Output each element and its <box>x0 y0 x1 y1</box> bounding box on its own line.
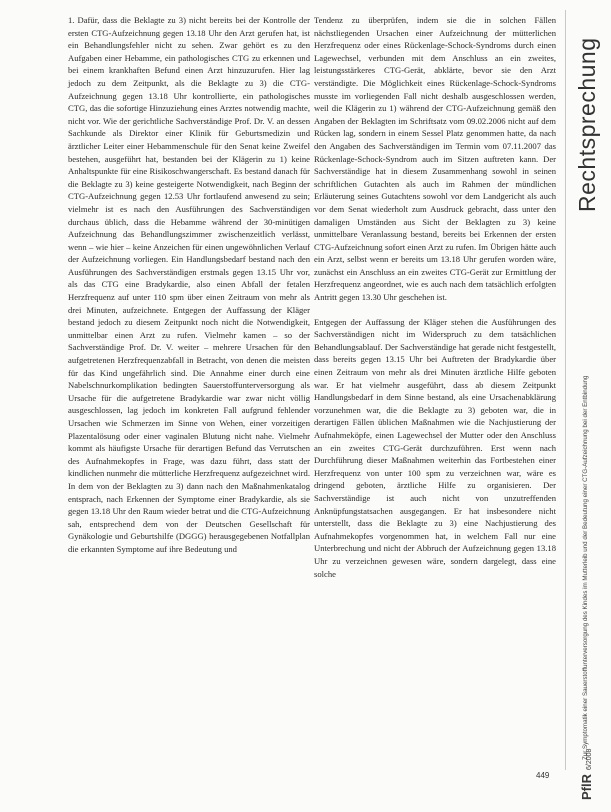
left-column <box>68 14 310 556</box>
paragraph: Entgegen der Auffassung der Kläger stehen die Ausführungen des Sachverständigen nicht im Widerspruch zu dem tatsächlichen Behandlungsablauf. Der Sachverständige hat gerade nicht festgestellt, dass bereits gegen 13.15 Uhr bei Auftreten der Bradykardie über einen Zeitraum von mehr als drei Minuten ärztliche Hilfe geboten war. Er hat vielmehr ausgeführt, dass ab diesem Zeitpunkt Handlungsbedarf in dem Sinne bestand, als eine Ursachenabklärung vorzunehmen war, die die Beklagte zu 3) geboten war, die in derartigen Fällen üblichen Maßnahmen wie die Nachjustierung der Aufnahmeköpfe, einen Lagewechsel der Mutter oder den Anschluss an ein zweites CTG-Gerät durchzuführen. Erst wenn nach Durchführung dieser Maßnahmen weiterhin das Fortbestehen einer Herzfrequenz von unter 100 spm zu verzeichnen war, wäre es dringend geboten, ärztliche Hilfe zu organisieren. Der Sachverständige ist auch nicht von unzutreffenden Anknüpfungstatsachen ausgegangen. Er hat insbesondere nicht unterstellt, dass die Beklagte zu 3) eine Nachjustierung des Aufnahmekopfes vorgenommen hat, in welchem Fall nur eine Unterbrechung und nicht der Abbruch der Aufzeichnung gegen 13.18 Uhr zu verzeichnen gewesen wäre, sondern dargelegt, dass eine solche <box>314 316 556 579</box>
issue-label: 6/2008 <box>586 748 593 770</box>
paragraph: Tendenz zu überprüfen, indem sie die in solchen Fällen nächstliegenden Ursachen einer Aufzeichnung der mütterlichen Herzfrequenz oder eines Rückenlage-Schock-Syndroms durch einen Lagewechsel, verbunden mit dem Anschluss an ein zweites, leistungsstärkeres CTG-Gerät, abklärte, bevor sie den Arzt verständigte. Die Möglichkeit eines Rückenlage-Schock-Syndroms musste im vorliegenden Fall nicht deshalb ausgeschlossen werden, weil die Klägerin zu 1) während der CTG-Aufzeichnung gemäß den Angaben der Beklagten im Schriftsatz vom 09.02.2006 nicht auf dem Rücken lag, sondern in einem Sessel Platz genommen hatte, da nach den Angaben des Sachverständigen im Termin vom 07.11.2007 das Rückenlage-Schock-Syndrom auch im Sitzen auftreten kann. Der Sachverständige hat in diesem Zusammenhang sowohl in seinen schriftlichen Gutachten als auch im Rahmen der mündlichen Erläuterung seines Gutachtens sowohl vor dem Landgericht als auch vor dem Senat wiederholt zum Ausdruck gebracht, dass unter den damaligen Umständen aus Sicht der Beklagten zu 3) keine unmittelbare Veranlassung bestand, bereits bei Erkennen der ersten CTG-Aufzeichnung sofort einen Arzt zu rufen. Im Übrigen hätte auch ein Arzt, selbst wenn er bereits um 13.18 Uhr gerufen worden wäre, zunächst ein Anschluss an ein zweites CTG-Gerät zur Ermittlung der Herzfrequenz angeordnet, wie es auch nach dem tatsächlich erfolgten Antritt gegen 13.30 Uhr geschehen ist. <box>314 15 556 303</box>
page-number: 449 <box>536 771 550 780</box>
sidebar-running-text: Zur Symptomatik einer Sauerstoffunterversorgung des Kindes im Mutterleib und der Bedeutung einer CTG-Aufzeichnung bei der Entbindung <box>582 375 589 760</box>
brand-logo: PflR <box>579 774 594 800</box>
right-column <box>314 14 556 580</box>
section-title: Rechtsprechung <box>574 37 600 212</box>
journal-brand <box>579 749 594 800</box>
sidebar-divider <box>565 10 566 770</box>
paragraph: 1. Dafür, dass die Beklagte zu 3) nicht bereits bei der Kontrolle der ersten CTG-Aufzeichnung gegen 13.18 Uhr den Arzt gerufen hat, ist ein Behandlungsfehler nicht zu sehen. Zwar gehört es zu den Aufgaben einer Hebamme, ein pathologisches CTG zu erkennen und bei einem krankhaften Befund einen Arzt hinzuzurufen. Hier lag jedoch zu dem Zeitpunkt, als die Beklagte zu 3) die CTG-Aufzeichnung gegen 13.18 Uhr kontrollierte, ein pathologisches CTG, das die sofortige Hinzuziehung eines Arztes notwendig machte, nicht vor. Wie der gerichtliche Sachverständige Prof. Dr. V. an dessen Sachkunde als Direktor einer Klinik für Geburtsmedizin und ärztlicher Leiter einer Hebammenschule für den Senat keine Zweifel bestehen, ausgeführt hat, bestanden bei der Klägerin zu 1) keine Anhaltspunkte für eine Risikoschwangerschaft. Es bestand danach für die Beklagte zu 3) keine gesteigerte Notwendigkeit, nach Beginn der CTG-Aufzeichnung gegen 12.53 Uhr fortlaufend anwesend zu sein; vielmehr ist es nach den Ausführungen des Sachverständigen durchaus üblich, dass die Hebamme während der 30-minütigen Aufzeichnung das Behandlungszimmer zwischenzeitlich verlässt, wenn – wie hier – keine Anzeichen für einen ungewöhnlichen Verlauf der Aufzeichnung vorliegen. Ein Handlungsbedarf bestand nach den Ausführungen des Sachverständigen erstmals gegen 13.15 Uhr vor, als das CTG eine Bradykardie, also einen Abfall der fetalen Herzfrequenz auf unter 110 spm über einen Zeitraum von mehr als drei Minuten, aufzeichnete. Entgegen der Auffassung der Kläger bestand jedoch zu diesem Zeitpunkt noch nicht die Notwendigkeit, unmittelbar einen Arzt zu rufen. Vielmehr kamen – so der Sachverständige Prof. Dr. V. weiter – mehrere Ursachen für den aufgetretenen Herzfrequenzabfall in Betracht, von denen die meisten für das Kind ungefährlich sind. Die Annahme einer durch eine Nabelschnurkomplikation bedingten Sauerstoffunterversorgung als Ursache für die aufgetretene Bradykardie war zwar nicht völlig ausgeschlossen, lag jedoch im konkreten Fall aufgrund fehlender Ursachen wie Schmerzen im Sinne von Wehen, einer vorzeitigen Plazentalösung oder einer vaginalen Blutung nicht nahe. Vielmehr kommt als häufigste Ursache für derartigen Befund das Verrutschen des Aufnahmekopfes in Frage, was dazu führt, dass statt der kindlichen nunmehr die mütterliche Herzfrequenz aufgezeichnet wird. In dem von der Beklagten zu 3) dann nach den Maßnahmenkatalog entsprach, nach Erkennen der Symptome einer Bradykardie, als sie gegen 13.18 Uhr den Raum wieder betrat und die CTG-Aufzeichnung sah, entsprechend dem von der Deutschen Gesellschaft für Gynäkologie und Geburtshilfe (DGGG) herausgegebenen Notfallplan die erkannten Symptome auf ihre Bedeutung und <box>68 15 310 554</box>
